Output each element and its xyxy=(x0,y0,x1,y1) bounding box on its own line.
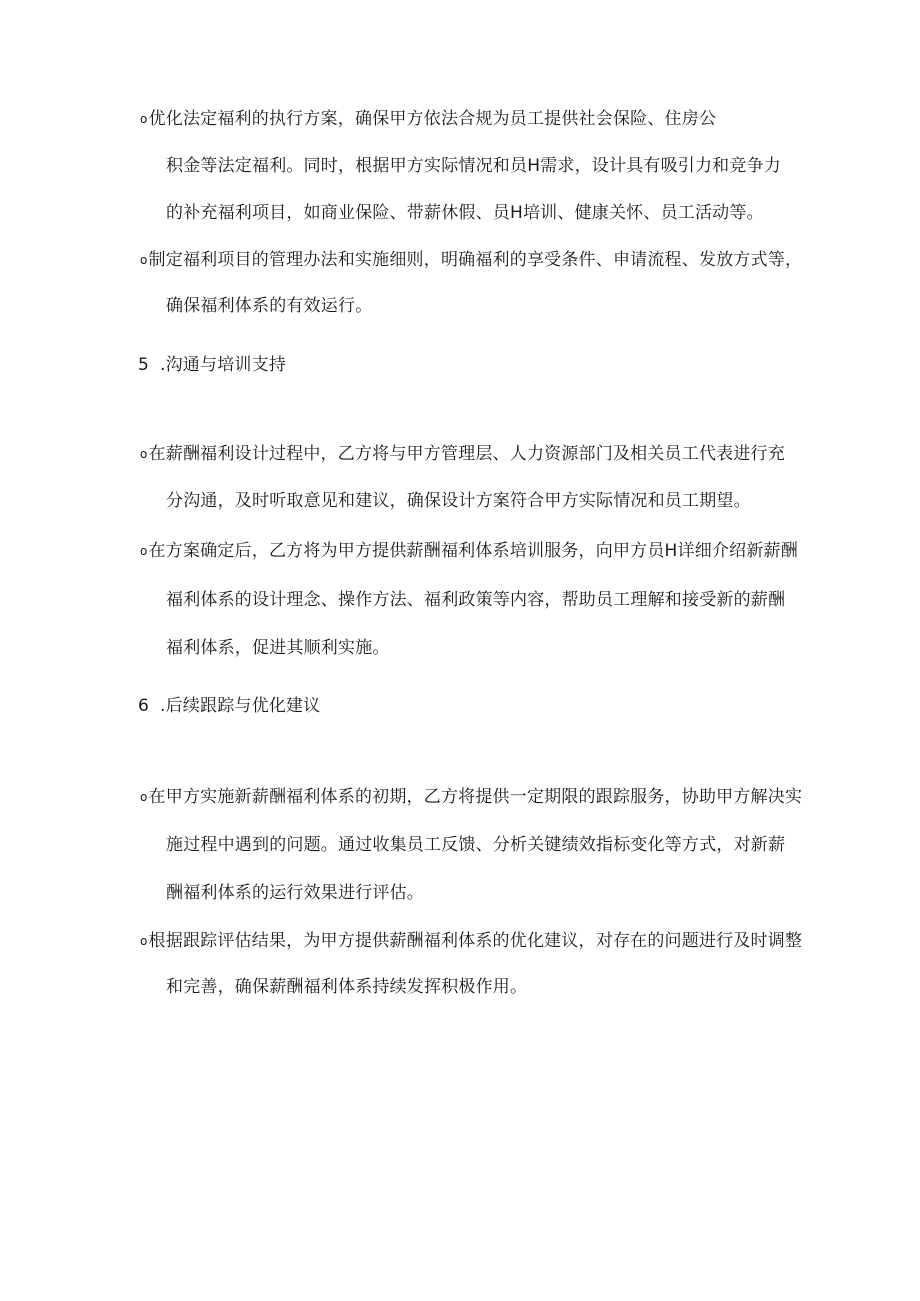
bullet-marker: o xyxy=(140,544,148,558)
section-title: .后续跟踪与优化建议 xyxy=(160,696,321,716)
list-item-line: o根据跟踪评估结果，为甲方提供薪酬福利体系的优化建议，对存在的问题进行及时调整 xyxy=(140,931,803,951)
section-number: 6 xyxy=(138,696,150,716)
list-item-line: 积金等法定福利。同时，根据甲方实际情况和员H需求，设计具有吸引力和竞争力 xyxy=(166,156,781,176)
list-item-line: 施过程中遇到的问题。通过收集员工反馈、分析关键绩效指标变化等方式，对新薪 xyxy=(166,835,786,855)
list-item-line: o优化法定福利的执行方案，确保甲方依法合规为员工提供社会保险、住房公 xyxy=(140,109,717,129)
list-item-line: 分沟通，及时听取意见和建议，确保设计方案符合甲方实际情况和员工期望。 xyxy=(166,491,751,511)
bullet-marker: o xyxy=(140,253,148,267)
list-item-line: o在薪酬福利设计过程中，乙方将与甲方管理层、人力资源部门及相关员工代表进行充 xyxy=(140,444,785,464)
bullet-marker: o xyxy=(140,934,148,948)
list-item-line: 酬福利体系的运行效果进行评估。 xyxy=(166,883,424,903)
section-heading xyxy=(138,695,320,717)
section-number: 5 xyxy=(138,355,150,375)
bullet-marker: o xyxy=(140,790,148,804)
list-item-line: 和完善，确保薪酬福利体系持续发挥积极作用。 xyxy=(166,977,528,997)
list-item-line: o制定福利项目的管理办法和实施细则，明确福利的享受条件、申请流程、发放方式等， xyxy=(140,250,803,270)
section-heading xyxy=(138,354,286,376)
bullet-marker: o xyxy=(140,447,148,461)
list-item-line: 的补充福利项目，如商业保险、带薪休假、员H培训、健康关怀、员工活动等。 xyxy=(166,203,764,223)
list-item-line: 福利体系，促进其顺利实施。 xyxy=(166,638,390,658)
list-item-line: 确保福利体系的有效运行。 xyxy=(166,296,373,316)
list-item-line: o在方案确定后，乙方将为甲方提供薪酬福利体系培训服务，向甲方员H详细介绍新薪酬 xyxy=(140,541,798,561)
bullet-marker: o xyxy=(140,112,148,126)
section-title: .沟通与培训支持 xyxy=(160,355,287,375)
list-item-line: 福利体系的设计理念、操作方法、福利政策等内容，帮助员工理解和接受新的薪酬 xyxy=(166,590,786,610)
list-item-line: o在甲方实施新薪酬福利体系的初期，乙方将提供一定期限的跟踪服务，协助甲方解决实 xyxy=(140,787,803,807)
